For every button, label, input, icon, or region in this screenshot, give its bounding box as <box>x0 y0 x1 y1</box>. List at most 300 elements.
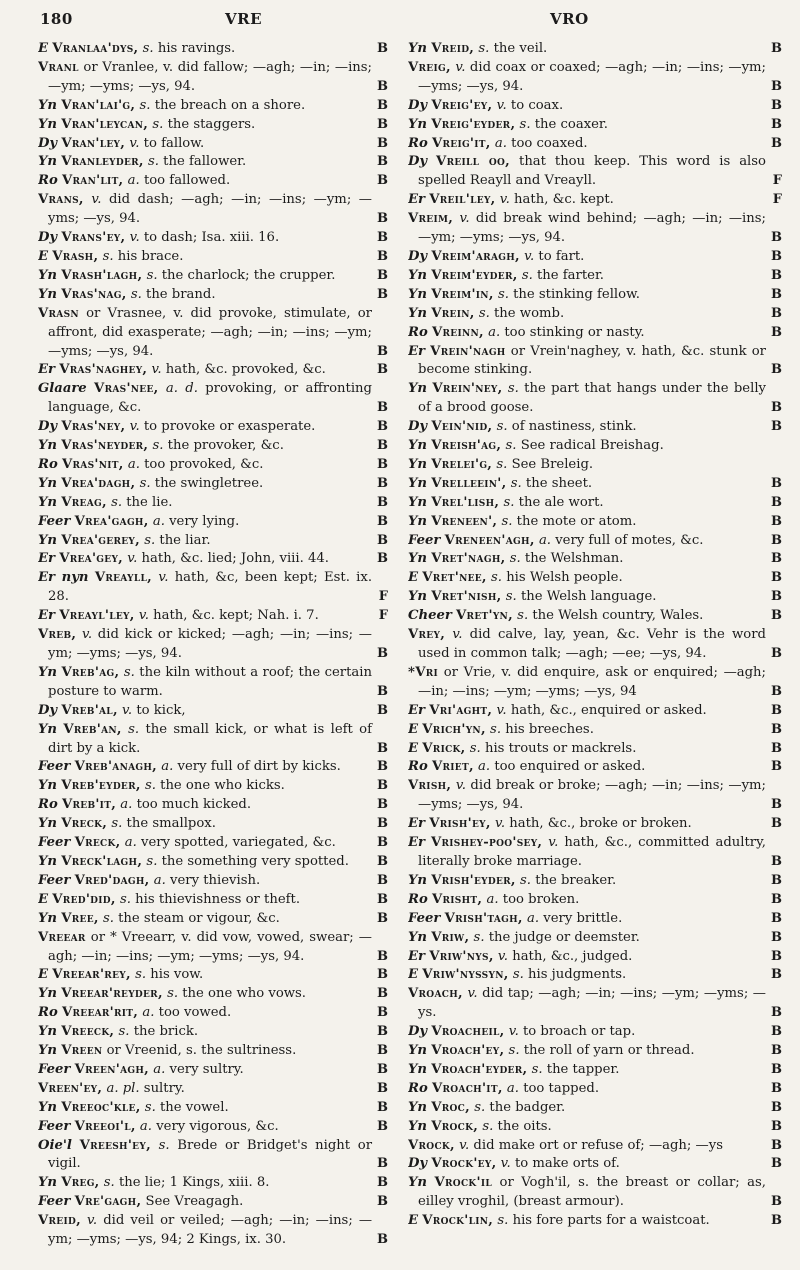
entry-grade-marker: B <box>771 135 782 151</box>
entry-grade-marker: B <box>771 494 782 510</box>
entry-headword: Vreneen', <box>431 513 498 529</box>
entry-headword: Vreb'anagh, <box>74 759 158 775</box>
entry-article: Er <box>38 608 55 624</box>
entry-definition: the tapper. <box>546 1061 620 1077</box>
entry-grade-marker: B <box>377 967 388 983</box>
dictionary-entry <box>38 40 388 59</box>
entry-definition: the stinking fellow. <box>513 286 640 302</box>
dictionary-entry <box>38 494 388 513</box>
dictionary-entry <box>408 550 782 569</box>
entry-grade-marker: B <box>377 853 388 869</box>
entry-headword: Vriw'nyssyn, <box>422 967 509 983</box>
entry-grade-marker: B <box>377 286 388 302</box>
dictionary-entry <box>38 607 388 626</box>
entry-article: Yn <box>408 929 428 945</box>
entry-part-of-speech: a. pl. <box>106 1080 140 1096</box>
dictionary-entry <box>408 135 782 154</box>
dictionary-entry <box>38 418 388 437</box>
entry-definition: or Vranlee, v. did fallow; —agh; —in; —ins; —ym; —yms; —ys, 94. <box>48 59 372 94</box>
entry-article: Dy <box>38 135 58 151</box>
entry-part-of-speech: s. <box>103 1175 115 1191</box>
entry-definition: the kiln without a roof; the certain posture to warm. <box>48 664 372 699</box>
entry-article: Dy <box>408 1024 428 1040</box>
entry-part-of-speech: s. <box>146 267 158 283</box>
entry-article: Dy <box>408 97 428 113</box>
entry-headword: Vreear <box>38 929 86 945</box>
entry-headword: Vrock'ey, <box>431 1156 497 1172</box>
dictionary-entry <box>408 664 782 702</box>
entry-grade-marker: B <box>771 740 782 756</box>
entry-definition: the swingletree. <box>154 475 264 491</box>
entry-definition: did dash; —agh; —in; —ins; —ym; —yms; —ys, 94. <box>48 192 372 227</box>
entry-grade-marker: B <box>771 513 782 529</box>
entry-definition: did break wind behind; —agh; —in; —ins; —ym; —yms; —ys, 94. <box>418 211 766 246</box>
dictionary-entry <box>408 191 782 210</box>
entry-headword: *Vri <box>408 664 439 680</box>
dictionary-entry <box>408 40 782 59</box>
entry-part-of-speech: s. <box>497 286 509 302</box>
entry-part-of-speech: s. <box>505 438 517 454</box>
entry-article: E <box>38 967 49 983</box>
dictionary-entry <box>38 626 388 664</box>
entry-headword: Vriw'nys, <box>429 948 494 964</box>
entry-headword: Vred'dagh, <box>74 872 150 888</box>
entry-headword: Vret'yn, <box>456 608 513 624</box>
entry-grade-marker: B <box>771 362 782 378</box>
entry-part-of-speech: a. <box>478 759 491 775</box>
entry-grade-marker: B <box>771 816 782 832</box>
entry-grade-marker: B <box>377 986 388 1002</box>
entry-article: Dy <box>408 154 428 170</box>
entry-grade-marker: B <box>377 419 388 435</box>
dictionary-entry <box>38 59 388 97</box>
entry-headword: Vri'aght, <box>429 702 493 718</box>
entry-grade-marker: B <box>377 41 388 56</box>
entry-part-of-speech: v. <box>151 362 162 378</box>
entry-grade-marker: B <box>771 967 782 983</box>
entry-headword: Vriw, <box>431 929 470 945</box>
entry-article: Yn <box>408 267 428 283</box>
dictionary-entry <box>408 815 782 834</box>
entry-article: Yn <box>408 1175 428 1191</box>
dictionary-entry <box>38 116 388 135</box>
entry-article: Yn <box>38 1099 58 1115</box>
entry-part-of-speech: v. <box>129 419 140 435</box>
entry-definition: his ravings. <box>157 41 236 56</box>
dictionary-entry <box>38 815 388 834</box>
entry-grade-marker: B <box>771 929 782 945</box>
entry-article: Yn <box>408 872 428 888</box>
entry-grade-marker: B <box>377 248 388 264</box>
entry-part-of-speech: a. <box>527 910 540 926</box>
entry-article: Ro <box>38 173 58 189</box>
entry-grade-marker: B <box>771 41 782 56</box>
dictionary-entry <box>408 588 782 607</box>
entry-headword: Vrea'gagh, <box>74 513 149 529</box>
entry-headword: Vrans, <box>38 192 84 208</box>
entry-part-of-speech: s. <box>509 551 521 567</box>
dictionary-entry <box>38 796 388 815</box>
entry-part-of-speech: s. <box>491 570 502 586</box>
entry-definition: his fore parts for a waistcoat. <box>512 1213 710 1229</box>
entry-headword: Vroacheil, <box>431 1024 505 1040</box>
entry-headword: Vreig'ey, <box>431 97 493 113</box>
entry-headword: Vreeoc'kle, <box>61 1099 141 1115</box>
entry-part-of-speech: a. <box>127 173 140 189</box>
entry-grade-marker: B <box>377 475 388 491</box>
entry-article: E <box>38 248 49 264</box>
entry-headword: Vreb'al, <box>61 702 118 718</box>
dictionary-entry <box>38 872 388 891</box>
entry-definition: the womb. <box>494 305 565 321</box>
entry-grade-marker: B <box>771 532 782 548</box>
entry-part-of-speech: a. <box>538 532 551 548</box>
entry-part-of-speech: a. <box>142 1005 155 1021</box>
entry-headword: Vreck, <box>61 816 108 832</box>
entry-article: Yn <box>38 1043 58 1059</box>
entry-definition: the sheet. <box>525 475 593 491</box>
entry-headword: Vreayl'ley, <box>59 608 135 624</box>
entry-part-of-speech: s. <box>130 286 142 302</box>
entry-grade-marker: F <box>378 589 388 605</box>
entry-part-of-speech: s. <box>152 116 164 132</box>
entry-definition: to coax. <box>510 97 564 113</box>
dictionary-entry <box>38 286 388 305</box>
entry-grade-marker: B <box>771 608 782 624</box>
entry-article: Yn <box>408 513 428 529</box>
dictionary-entry <box>408 929 782 948</box>
entry-headword: Vras'naghey, <box>59 362 148 378</box>
entry-grade-marker: B <box>377 135 388 151</box>
entry-definition: too fallowed. <box>143 173 231 189</box>
entry-grade-marker: B <box>771 1156 782 1172</box>
entry-definition: very lying. <box>169 513 240 529</box>
entry-headword: Vreim, <box>408 211 454 227</box>
entry-headword: Vras'nit, <box>61 456 124 472</box>
entry-part-of-speech: v. <box>500 1156 511 1172</box>
entry-article: Yn <box>408 1043 428 1059</box>
entry-article: Feer <box>38 1194 71 1210</box>
entry-part-of-speech: s. <box>144 778 156 794</box>
entry-definition: or Vrasnee, v. did provoke, stimulate, or affront, did exasperate; —agh; —in; —ins; —ym; —yms; —ys, 94. <box>48 305 372 359</box>
entry-article: E <box>408 721 419 737</box>
dictionary-entry <box>38 569 388 607</box>
entry-grade-marker: B <box>377 1175 388 1191</box>
dictionary-entry <box>408 418 782 437</box>
entry-article: Feer <box>38 759 71 775</box>
dictionary-entry <box>408 721 782 740</box>
entry-definition: sultry. <box>143 1080 185 1096</box>
entry-part-of-speech: a. <box>486 891 499 907</box>
entry-article: Ro <box>408 324 428 340</box>
entry-article: Ro <box>38 1005 58 1021</box>
entry-grade-marker: B <box>771 1137 782 1153</box>
entry-article: Yn <box>408 589 428 605</box>
entry-definition: the judge or deemster. <box>488 929 640 945</box>
entry-definition: the oits. <box>497 1118 552 1134</box>
entry-headword: Vriet, <box>431 759 474 775</box>
entry-part-of-speech: s. <box>111 494 123 510</box>
entry-headword: Vroach'ey, <box>431 1043 505 1059</box>
entry-definition: See radical Breishag. <box>520 438 664 454</box>
dictionary-entry <box>408 966 782 985</box>
entry-headword: Vreb'ag, <box>61 664 120 680</box>
entry-part-of-speech: v. <box>467 986 478 1002</box>
entry-part-of-speech: a. <box>488 324 501 340</box>
dictionary-entry <box>408 910 782 929</box>
entry-headword: Vre'gagh, <box>74 1194 142 1210</box>
entry-grade-marker: B <box>771 78 782 94</box>
dictionary-entry <box>38 966 388 985</box>
right-running-head: VRO <box>550 10 589 28</box>
entry-definition: his brace. <box>117 248 184 264</box>
entry-definition: the one who kicks. <box>160 778 285 794</box>
entry-article: Feer <box>38 1061 71 1077</box>
entry-headword: Vranlaa'dys, <box>52 41 139 56</box>
entry-definition: too provoked, &c. <box>144 456 264 472</box>
entry-article: Yn <box>38 438 58 454</box>
dictionary-entry <box>38 248 388 267</box>
entry-article: Yn <box>408 116 428 132</box>
entry-headword: Vret'nee, <box>422 570 487 586</box>
entry-part-of-speech: s. <box>146 853 158 869</box>
entry-grade-marker: B <box>377 1005 388 1021</box>
entry-article: Yn <box>38 816 58 832</box>
entry-grade-marker: B <box>377 1024 388 1040</box>
dictionary-entry <box>38 702 388 721</box>
entry-headword: Vrash, <box>52 248 99 264</box>
entry-article: Yn <box>38 910 58 926</box>
entry-article: Yn <box>38 1024 58 1040</box>
entry-headword: Vrein'nagh <box>430 343 506 359</box>
dictionary-entry <box>408 1099 782 1118</box>
entry-grade-marker: B <box>377 797 388 813</box>
entry-headword: Vrock, <box>431 1118 479 1134</box>
entry-grade-marker: B <box>771 589 782 605</box>
entry-part-of-speech: v. <box>129 135 140 151</box>
entry-headword: Vrelei'g, <box>431 456 493 472</box>
entry-headword: Vrock, <box>408 1137 455 1153</box>
dictionary-entry <box>38 1099 388 1118</box>
entry-headword: Vran'leycan, <box>61 116 149 132</box>
entry-article: Yn <box>38 721 58 737</box>
entry-definition: very sultry. <box>169 1061 244 1077</box>
entry-headword: Vreear'rey, <box>52 967 131 983</box>
entry-definition: the vowel. <box>159 1099 229 1115</box>
dictionary-entry <box>38 456 388 475</box>
entry-grade-marker: B <box>771 1080 782 1096</box>
entry-article: Yn <box>38 116 58 132</box>
entry-grade-marker: B <box>771 419 782 435</box>
entry-definition: Brede or Bridget's night or vigil. <box>48 1137 372 1172</box>
dictionary-entry <box>408 513 782 532</box>
entry-headword: Vrich'yn, <box>422 721 486 737</box>
entry-part-of-speech: v. <box>452 627 463 643</box>
entry-headword: Vreill oo, <box>436 154 511 170</box>
entry-part-of-speech: v. <box>524 248 535 264</box>
entry-headword: Vreesh'ey, <box>79 1137 151 1153</box>
entry-headword: Vrea'dagh, <box>61 475 136 491</box>
entry-definition: the coaxer. <box>534 116 608 132</box>
page-number: 180 <box>40 10 73 28</box>
entry-headword: Vran'ley, <box>61 135 126 151</box>
dictionary-entry <box>38 361 388 380</box>
entry-grade-marker: B <box>377 456 388 472</box>
entry-definition: hath, &c., committed adultry, literally broke marriage. <box>418 835 766 869</box>
entry-grade-marker: B <box>771 305 782 321</box>
entry-definition: very spotted, variegated, &c. <box>141 835 336 851</box>
entry-grade-marker: B <box>771 248 782 264</box>
entry-part-of-speech: s. <box>512 967 524 983</box>
entry-definition: the something very spotted. <box>161 853 349 869</box>
entry-part-of-speech: s. <box>152 438 164 454</box>
entry-grade-marker: B <box>771 324 782 340</box>
entry-definition: very vigorous, &c. <box>156 1118 279 1134</box>
entry-grade-marker: B <box>771 400 782 416</box>
entry-headword: Vrasn <box>38 305 79 321</box>
entry-article: Yn <box>408 494 428 510</box>
entry-article: Dy <box>38 230 58 246</box>
entry-grade-marker: B <box>377 683 388 699</box>
entry-grade-marker: B <box>771 570 782 586</box>
entry-grade-marker: B <box>377 173 388 189</box>
entry-definition: too vowed. <box>158 1005 232 1021</box>
dictionary-entry <box>408 1061 782 1080</box>
entry-grade-marker: B <box>377 78 388 94</box>
entry-definition: did coax or coaxed; —agh; —in; —ins; —ym; —yms; —ys, 94. <box>418 59 766 94</box>
entry-headword: Vreg, <box>61 1175 100 1191</box>
entry-definition: hath, &c. kept. <box>514 192 614 208</box>
dictionary-entry <box>408 210 782 248</box>
dictionary-entry <box>408 1137 782 1156</box>
entry-article: Yn <box>408 456 428 472</box>
entry-headword: Vras'nee, <box>94 381 159 397</box>
entry-article: Ro <box>408 1080 428 1096</box>
entry-definition: the badger. <box>489 1099 566 1115</box>
entry-article: Yn <box>408 1118 428 1134</box>
entry-grade-marker: B <box>377 116 388 132</box>
entry-definition: to dash; Isa. xiii. 16. <box>143 230 280 246</box>
entry-headword: Vreeoi'l, <box>74 1118 136 1134</box>
entry-part-of-speech: v. <box>548 835 559 851</box>
entry-grade-marker: B <box>377 551 388 567</box>
entry-definition: or Vrie, v. did enquire, ask or enquired; —agh; —in; —ins; —ym; —yms; —ys, 94 <box>418 664 766 699</box>
dictionary-entry <box>38 532 388 551</box>
entry-article: Yn <box>408 381 428 397</box>
entry-part-of-speech: s. <box>474 1099 486 1115</box>
entry-headword: Vrock'lin, <box>422 1213 494 1229</box>
entry-grade-marker: B <box>771 872 782 888</box>
entry-article: Yn <box>408 475 428 491</box>
entry-grade-marker: B <box>377 1194 388 1210</box>
dictionary-entry <box>408 1023 782 1042</box>
entry-definition: his judgments. <box>528 967 627 983</box>
entry-definition: the mote or atom. <box>516 513 637 529</box>
entry-part-of-speech: a. <box>161 759 174 775</box>
entry-part-of-speech: s. <box>496 419 508 435</box>
entry-part-of-speech: a. <box>494 135 507 151</box>
dictionary-entry <box>408 1212 782 1231</box>
entry-grade-marker: B <box>377 1099 388 1115</box>
entry-headword: Vreim'in, <box>431 286 494 302</box>
dictionary-entry <box>408 343 782 381</box>
entry-article: Yn <box>408 1061 428 1077</box>
entry-part-of-speech: v. <box>87 1213 98 1229</box>
entry-definition: the part that hangs under the belly of a brood goose. <box>418 381 766 416</box>
entry-headword: Vranleyder, <box>61 154 144 170</box>
entry-article: Feer <box>38 835 71 851</box>
entry-headword: Vree, <box>61 910 99 926</box>
entry-grade-marker: B <box>377 1043 388 1059</box>
entry-part-of-speech: s. <box>520 872 531 888</box>
entry-grade-marker: B <box>771 948 782 964</box>
entry-headword: Vret'nish, <box>431 589 502 605</box>
entry-part-of-speech: a. <box>153 1061 166 1077</box>
entry-article: Er <box>408 816 425 832</box>
entry-definition: his vow. <box>150 967 204 983</box>
entry-article: E <box>408 740 419 756</box>
entry-grade-marker: B <box>377 872 388 888</box>
entry-definition: did make ort or refuse of; —agh; —ys <box>473 1137 723 1153</box>
entry-headword: Vreb'it, <box>61 797 117 813</box>
entry-definition: did tap; —agh; —in; —ins; —ym; —yms; —ys. <box>418 986 766 1021</box>
entry-definition: the Welsh country, Wales. <box>532 608 704 624</box>
entry-definition: the Welsh language. <box>520 589 657 605</box>
entry-definition: to kick, <box>136 702 186 718</box>
dictionary-entry <box>408 324 782 343</box>
dictionary-entry <box>38 664 388 702</box>
entry-headword: Vrock'il <box>434 1175 493 1191</box>
entry-part-of-speech: s. <box>142 41 154 56</box>
entry-grade-marker: B <box>377 646 388 661</box>
entry-headword: Vreen'agh, <box>74 1061 150 1077</box>
entry-part-of-speech: a. <box>127 456 140 472</box>
entry-definition: the provoker, &c. <box>167 438 284 454</box>
entry-part-of-speech: s. <box>102 248 114 264</box>
entry-headword: Vras'neyder, <box>61 438 149 454</box>
entry-grade-marker: B <box>771 1005 782 1021</box>
dictionary-entry <box>38 777 388 796</box>
entry-headword: Vreneen'agh, <box>444 532 535 548</box>
entry-grade-marker: B <box>377 438 388 454</box>
entry-article: Ro <box>408 891 428 907</box>
entry-article: Er <box>408 343 425 359</box>
entry-definition: too tapped. <box>523 1080 600 1096</box>
dictionary-entry <box>408 1118 782 1137</box>
entry-definition: or Vreenid, s. the sultriness. <box>106 1043 297 1059</box>
entry-headword: Vreear'reyder, <box>61 986 163 1002</box>
entry-part-of-speech: a. <box>153 872 166 888</box>
entry-grade-marker: B <box>377 1118 388 1134</box>
entry-headword: Vroach, <box>408 986 463 1002</box>
entry-part-of-speech: s. <box>490 721 502 737</box>
entry-article: Dy <box>408 419 428 435</box>
entry-part-of-speech: s. <box>148 154 159 170</box>
entry-grade-marker: B <box>377 948 388 964</box>
entry-grade-marker: B <box>771 1099 782 1115</box>
entry-headword: Vrea'gerey, <box>61 532 141 548</box>
entry-grade-marker: F <box>378 608 388 624</box>
entry-grade-marker: B <box>771 759 782 775</box>
entry-grade-marker: B <box>377 1232 388 1248</box>
entry-definition: hath, &c., broke or broken. <box>509 816 692 832</box>
entry-part-of-speech: v. <box>91 192 102 208</box>
dictionary-entry <box>38 758 388 777</box>
entry-grade-marker: B <box>377 362 388 378</box>
entry-definition: hath, &c. provoked, &c. <box>165 362 326 378</box>
entry-part-of-speech: s. <box>531 1061 543 1077</box>
entry-definition: to broach or tap. <box>523 1024 636 1040</box>
